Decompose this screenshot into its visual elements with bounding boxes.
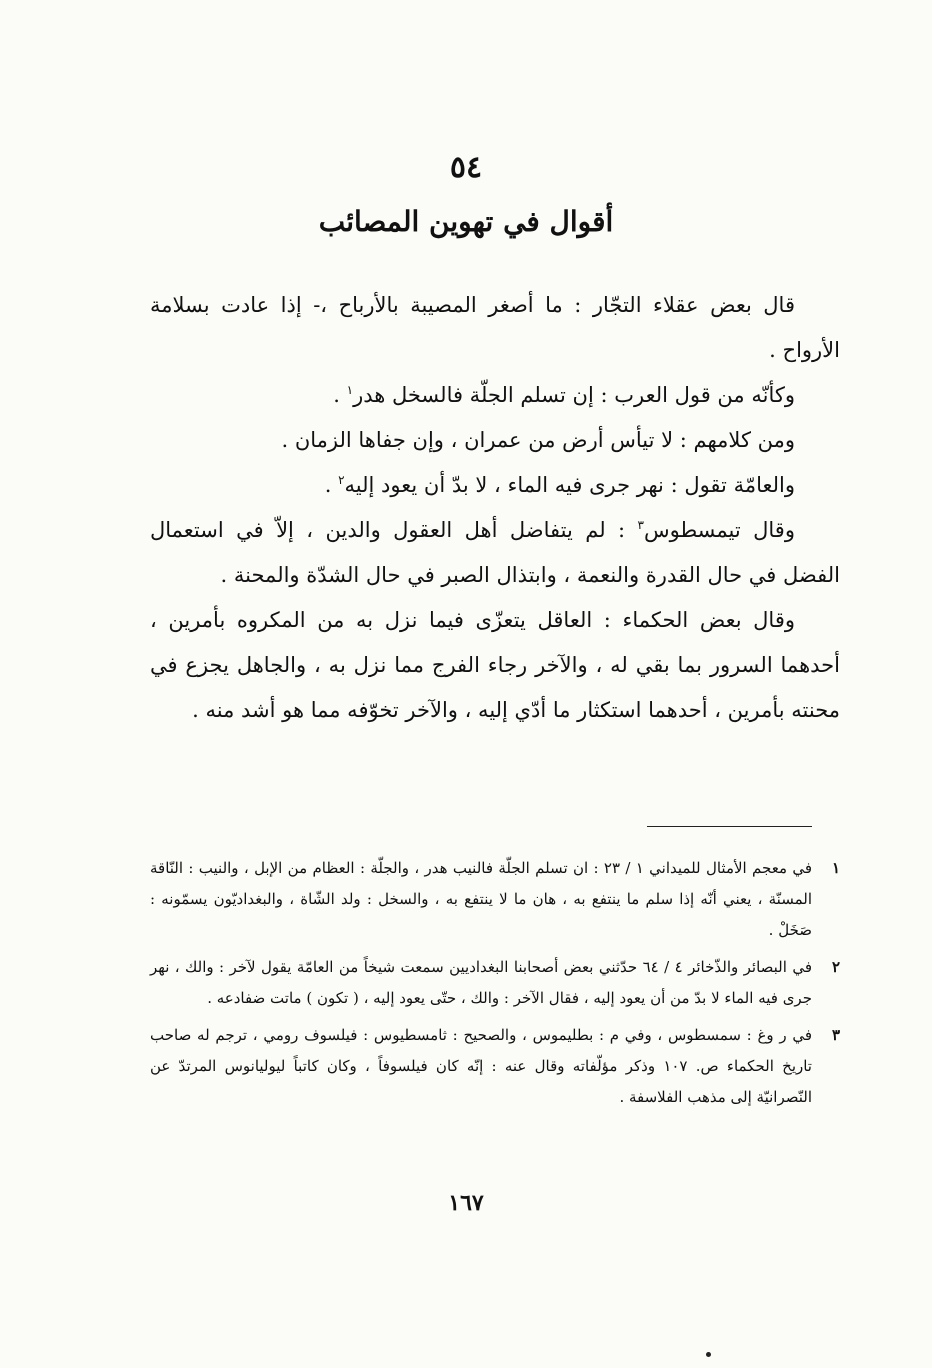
paragraph-text: . bbox=[333, 383, 347, 407]
footnote bbox=[150, 952, 840, 1014]
footnote bbox=[150, 1020, 840, 1113]
paragraph-text: ومن كلامهم : لا تيأس أرض من عمران ، وإن جفاها الزمان . bbox=[281, 428, 795, 452]
paragraph bbox=[150, 373, 840, 418]
footnote-ref[interactable]: ١ bbox=[346, 383, 354, 397]
chapter-number: ٥٤ bbox=[449, 150, 483, 185]
paragraph bbox=[150, 418, 840, 463]
paragraph bbox=[150, 508, 840, 598]
footnote-text: في البصائر والذّخائر ٤ / ٦٤ حدّثني بعض أصحابنا البغداديين سمعت شيخاً من العامّة يقول لآخر : والك ، نهر جرى فيه الماء لا بدّ من أن يعود إليه ، فقال الآخر : والك ، حتّى يعود إليه ، ( تكون ) ماتت ضفادعه . bbox=[150, 958, 813, 1007]
paragraph bbox=[150, 598, 840, 733]
footnote-ref[interactable]: ٣ bbox=[637, 518, 644, 532]
paragraph-text: والعامّة تقول : نهر جرى فيه الماء ، لا بدّ أن يعود إليه bbox=[344, 473, 795, 497]
footnote-number: ٢ bbox=[831, 958, 840, 976]
chapter-title: أقوال في تهوين المصائب bbox=[318, 205, 614, 238]
footnotes bbox=[150, 853, 840, 1119]
footnote bbox=[150, 853, 840, 946]
footnote-ref[interactable]: ٢ bbox=[338, 473, 345, 487]
paragraph-text: وقال بعض الحكماء : العاقل يتعزّى فيما نزل به من المكروه بأمرين ، أحدهما السرور بما بقي له ، والآخر رجاء الفرج مما نزل به ، والجاهل يجزع في محنته بأمرين ، أحدهما استكثار ما أدّي إليه ، والآخر تخوّفه مما هو أشد منه . bbox=[150, 608, 840, 722]
paragraph-text: . bbox=[324, 473, 339, 497]
footnote-text: في ر وغ : سمسطوس ، وفي م : بطليموس ، والصحيح : ثامسطيوس : فيلسوف رومي ، ترجم له صاحب تاريخ الحكماء ص. ١٠٧ وذكر مؤلّفاته وقال عنه : إنّه كان فيلسوفاً ، وكان كاتباً ليوليانوس المرتدّ عن النّصرانيّة إلى مذهب الفلاسفة . bbox=[150, 1026, 812, 1106]
paragraph bbox=[150, 283, 840, 373]
paragraph-text: وكأنّه من قول العرب : إن تسلم الجلّة فالسخل هدر bbox=[353, 383, 795, 407]
footnote-text: في معجم الأمثال للميداني ١ / ٢٣ : ان تسلم الجلّة فالنيب هدر ، والجلّة : العظام من الإبل ، والنيب : النّاقة المسنّة ، يعني أنّه إذا سلم ما ينتفع به ، هان ما لا ينتفع به ، والسخل : ولد الشّاة ، والبغداديّون يسمّونه : صَخَلْ . bbox=[150, 859, 813, 939]
paragraph bbox=[150, 463, 840, 508]
paragraph-text: وقال تيمسطوس bbox=[643, 518, 795, 542]
body-text bbox=[150, 283, 840, 733]
paragraph-text: : لم يتفاضل أهل العقول والدين ، إلاّ في استعمال الفضل في حال القدرة والنعمة ، وابتذال الصبر في حال الشدّة والمحنة . bbox=[150, 518, 840, 587]
paragraph-text: قال بعض عقلاء التجّار : ما أصغر المصيبة بالأرباح ،- إذا عادت بسلامة الأرواح . bbox=[150, 293, 840, 362]
page-number: ١٦٧ bbox=[448, 1190, 484, 1216]
ink-speck bbox=[706, 1352, 711, 1357]
footnote-divider bbox=[647, 826, 812, 827]
footnote-number: ١ bbox=[831, 859, 840, 877]
footnote-number: ٣ bbox=[831, 1026, 840, 1044]
